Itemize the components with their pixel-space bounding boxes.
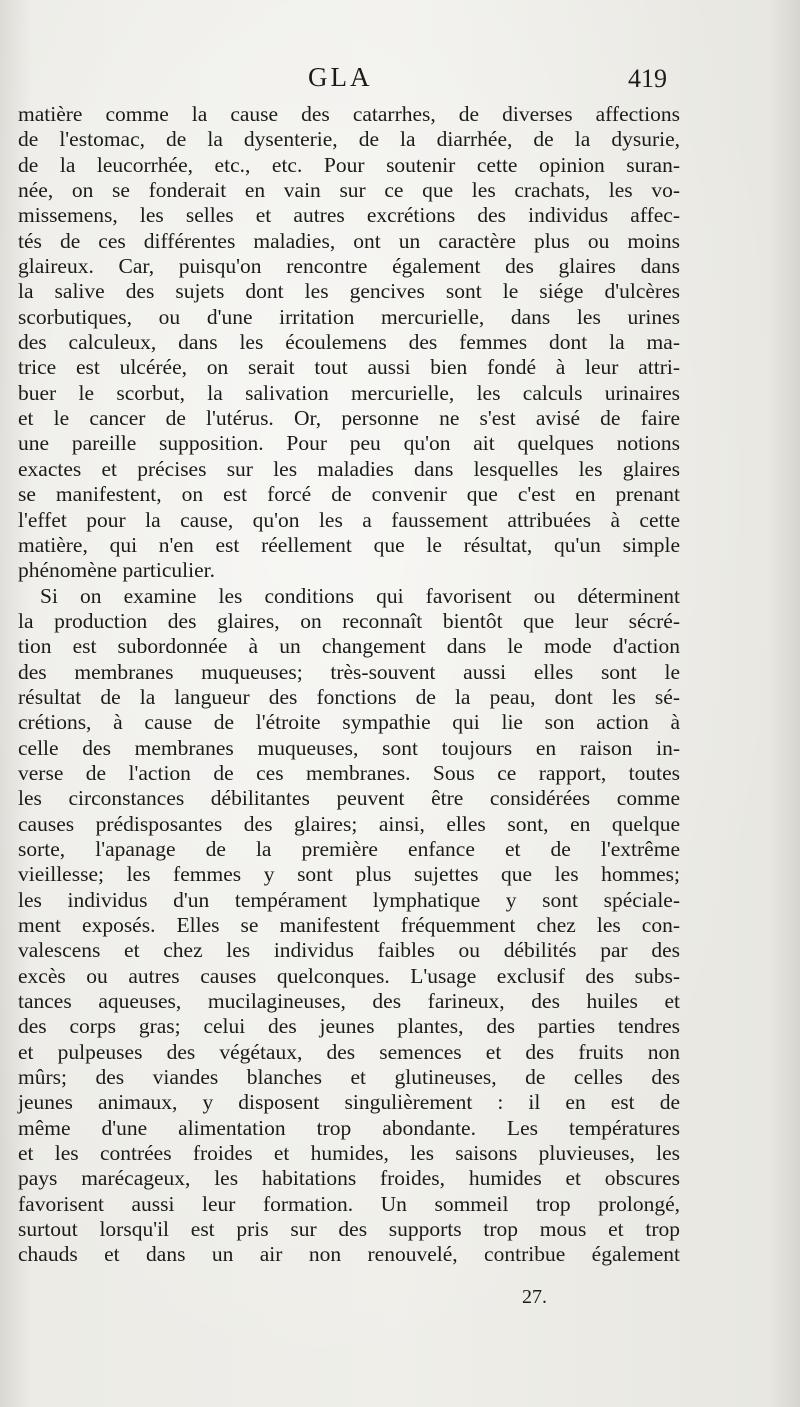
text-line: verse de l'action de ces membranes. Sous ce rapport, toutes (18, 760, 680, 785)
text-line: des membranes muqueuses; très-souvent aussi elles sont le (18, 659, 680, 684)
text-line: les individus d'un tempérament lymphatique y sont spéciale- (18, 887, 680, 912)
text-line: matière, qui n'en est réellement que le résultat, qu'un simple (18, 532, 680, 557)
text-line: jeunes animaux, y disposent singulièrement : il en est de (18, 1090, 680, 1115)
text-line: une pareille supposition. Pour peu qu'on ait quelques notions (18, 431, 680, 456)
text-line: celle des membranes muqueuses, sont toujours en raison in- (18, 735, 680, 760)
page-number: 419 (628, 64, 667, 93)
text-line: se manifestent, on est forcé de convenir que c'est en prenant (18, 482, 680, 507)
text-line: scorbutiques, ou d'une irritation mercurielle, dans les urines (18, 304, 680, 329)
text-line: matière comme la cause des catarrhes, de diverses affections (18, 102, 680, 126)
text-line: les circonstances débilitantes peuvent être considérées comme (18, 786, 680, 811)
text-line: glaireux. Car, puisqu'on rencontre également des glaires dans (18, 254, 680, 279)
text-line: même d'une alimentation trop abondante. Les températures (18, 1115, 680, 1140)
text-line: missemens, les selles et autres excrétions des individus affec- (18, 203, 680, 228)
text-line: née, on se fonderait en vain sur ce que les crachats, les vo- (18, 178, 680, 203)
text-line: l'effet pour la cause, qu'on les a faussement attribuées à cette (18, 507, 680, 532)
paragraph-start-line: Si on examine les conditions qui favorisent ou déterminent (40, 583, 680, 608)
text-line: causes prédisposantes des glaires; ainsi, elles sont, en quelque (18, 811, 680, 836)
text-line: surtout lorsqu'il est pris sur des supports trop mous et trop (18, 1217, 680, 1242)
text-line: résultat de la langueur des fonctions de la peau, dont les sé- (18, 684, 680, 709)
text-line: favorisent aussi leur formation. Un sommeil trop prolongé, (18, 1191, 680, 1216)
text-line: et le cancer de l'utérus. Or, personne ne s'est avisé de faire (18, 406, 680, 431)
text-line: de l'estomac, de la dysenterie, de la diarrhée, de la dysurie, (18, 127, 680, 152)
text-line: excès ou autres causes quelconques. L'usage exclusif des subs- (18, 963, 680, 988)
text-line: tion est subordonnée à un changement dans le mode d'action (18, 634, 680, 659)
text-line: et les contrées froides et humides, les saisons pluvieuses, les (18, 1141, 680, 1166)
text-line: chauds et dans un air non renouvelé, contribue également (18, 1242, 680, 1267)
text-line: exactes et précises sur les maladies dans lesquelles les glaires (18, 456, 680, 481)
text-line: sorte, l'apanage de la première enfance et de l'extrême (18, 836, 680, 861)
text-line: des corps gras; celui des jeunes plantes, des parties tendres (18, 1014, 680, 1039)
text-line: vieillesse; les femmes y sont plus sujettes que les hommes; (18, 862, 680, 887)
text-line: la production des glaires, on reconnaît bientôt que leur sécré- (18, 608, 680, 633)
text-line: valescens et chez les individus faibles ou débilités par des (18, 938, 680, 963)
text-line: trice est ulcérée, on serait tout aussi bien fondé à leur attri- (18, 355, 680, 380)
text-line: la salive des sujets dont les gencives sont le siége d'ulcères (18, 279, 680, 304)
text-line: tances aqueuses, mucilagineuses, des farineux, des huiles et (18, 989, 680, 1014)
running-head: GLA (308, 62, 373, 92)
text-line: des calculeux, dans les écoulemens des femmes dont la ma- (18, 330, 680, 355)
text-line: ment exposés. Elles se manifestent fréquemment chez les con- (18, 913, 680, 937)
text-line: de la leucorrhée, etc., etc. Pour soutenir cette opinion suran- (18, 152, 680, 177)
text-line: buer le scorbut, la salivation mercurielle, les calculs urinaires (18, 380, 680, 405)
text-line: mûrs; des viandes blanches et glutineuses, de celles des (18, 1065, 680, 1090)
body-text (18, 102, 680, 1268)
text-line: et pulpeuses des végétaux, des semences et des fruits non (18, 1039, 680, 1064)
text-line: tés de ces différentes maladies, ont un caractère plus ou moins (18, 228, 680, 253)
signature-mark: 27. (522, 1286, 547, 1308)
text-line: crétions, à cause de l'étroite sympathie qui lie son action à (18, 710, 680, 735)
page-header (0, 60, 800, 100)
text-line: pays marécageux, les habitations froides, humides et obscures (18, 1166, 680, 1191)
paragraph-end-line: phénomène particulier. (18, 558, 216, 583)
